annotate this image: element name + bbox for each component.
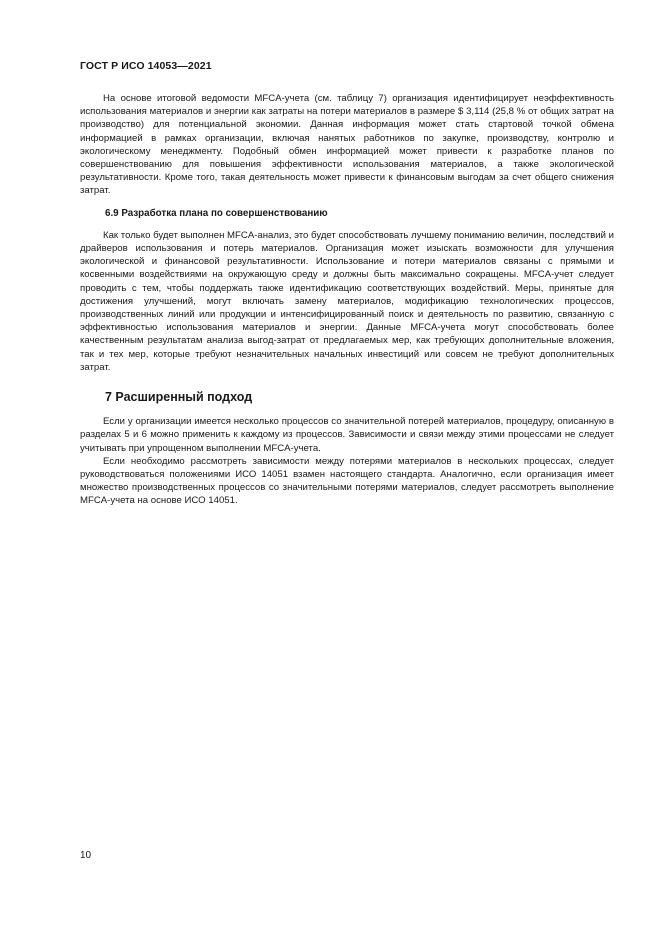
page-number: 10 — [80, 850, 92, 861]
document-header: ГОСТ Р ИСО 14053—2021 — [80, 60, 212, 72]
paragraph-extended-approach-2: Если необходимо рассмотреть зависимости между потерями материалов в нескольких процессах, следует руководствоваться положениями ИСО 14051 взамен настоящего стандарта. Аналогично, если организация имеет множество производственных процессов со значительными потерями материалов, следует рассмотреть выполнение MFCA-учета на основе ИСО 14051. — [80, 455, 614, 507]
paragraph-extended-approach-1: Если у организации имеется несколько процессов со значительной потерей материалов, процедуру, описанную в разделах 5 и 6 можно применить к каждому из процессов. Зависимости и связи между этими процессами не следует учитывать при упрощенном выполнении MFCA-учета. — [80, 416, 614, 454]
section-heading-7: 7 Расширенный подход — [105, 390, 253, 405]
subsection-heading-6-9: 6.9 Разработка плана по совершенствованию — [105, 207, 328, 219]
paragraph-mfca-summary: На основе итоговой ведомости MFCA-учета (см. таблицу 7) организация идентифицирует неэффективность использования материалов и энергии как затраты на потери материалов в размере $ 3,114 (25,8 % от общих затрат на производство) для потенциальной экономии. Данная информация может стать стартовой точкой обмена информацией в рамках организации, включая нанятых работников по закупке, производству, контролю и экологическому менеджменту. Подобный обмен информацией может привести к разработке планов по совершенствованию для повышения эффективности использования материалов, а также экологической результативности. Кроме того, такая деятельность может привести к финансовым выгодам за счет общего снижения затрат. — [80, 93, 614, 197]
document-body — [80, 92, 614, 508]
paragraph-improvement-plan: Как только будет выполнен MFCA-анализ, это будет способствовать лучшему пониманию величин, последствий и драйверов использования и потерь материалов. Организация может изыскать возможности для улучшения экологической и финансовой результативности. Использование и потери материалов связаны с прямыми и косвенными воздействиями на окружающую среду и должны быть максимально сокращены. MFCA-учет следует проводить с тем, чтобы поддержать также идентификацию соответствующих воздействий. Меры, принятые для достижения улучшений, могут включать замену материалов, модификацию технологических процессов, производственных линий или продукции и интенсифицированный поиск и деятельность по развитию, связанную с эффективностью использования материалов и энергии. Данные MFCA-учета могут способствовать более качественным результатам анализа выгод-затрат от предлагаемых мер, как требующих дополнительные вложения, так и тех мер, которые требуют незначительных начальных инвестиций или совсем не требуют дополнительных затрат. — [80, 229, 614, 373]
